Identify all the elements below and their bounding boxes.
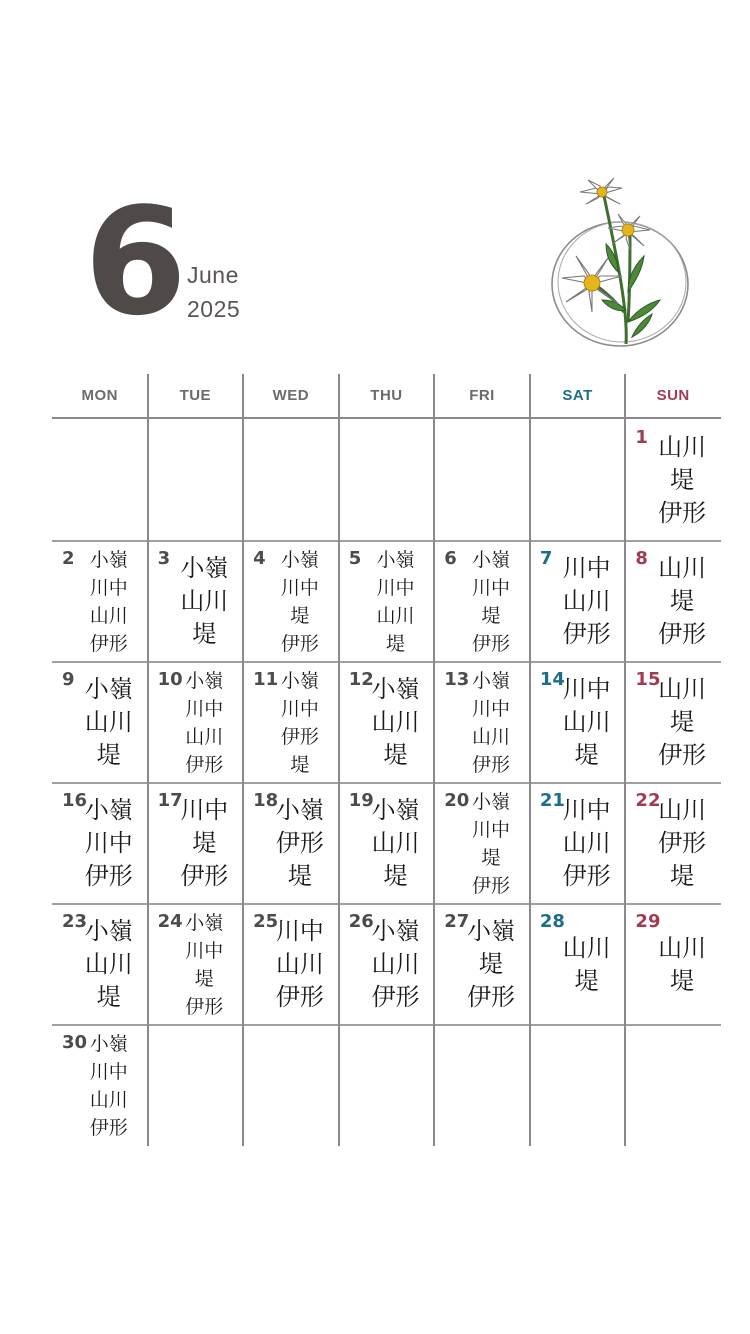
date-number: 2 — [62, 548, 75, 569]
assignee-name: 小嶺 — [467, 917, 516, 945]
empty-day-cell — [148, 1024, 244, 1145]
assignee-name: 小嶺 — [185, 669, 224, 692]
day-cell-9[interactable] — [52, 661, 148, 782]
day-cell-5[interactable] — [339, 540, 435, 661]
assignee-name: 川中 — [562, 796, 611, 824]
calendar-grid — [52, 374, 721, 1145]
assignee-name: 川中 — [280, 576, 319, 599]
date-number: 26 — [348, 911, 374, 932]
assignee-name: 小嶺 — [280, 669, 319, 692]
weekday-wed: WED — [272, 387, 310, 404]
assignee-name: 小嶺 — [371, 675, 420, 703]
assignee-name: 堤 — [670, 862, 695, 890]
assignee-name: 堤 — [670, 466, 695, 494]
assignee-name: 小嶺 — [84, 796, 133, 824]
day-cell-7[interactable] — [530, 540, 626, 661]
assignee-name: 小嶺 — [84, 917, 133, 945]
assignee-list — [170, 548, 240, 655]
date-number: 23 — [62, 911, 88, 932]
assignee-list — [647, 548, 717, 655]
assignee-name: 山川 — [472, 725, 511, 748]
assignee-name: 川中 — [180, 796, 229, 824]
day-cell-4[interactable] — [243, 540, 339, 661]
date-number: 17 — [157, 790, 183, 811]
assignee-name: 堤 — [192, 620, 217, 648]
day-cell-10[interactable] — [148, 661, 244, 782]
assignee-name: 伊形 — [180, 862, 229, 890]
date-number: 27 — [444, 911, 470, 932]
assignee-name: 伊形 — [89, 632, 128, 655]
date-number: 4 — [253, 548, 266, 569]
assignee-name: 伊形 — [562, 620, 611, 648]
assignee-list — [456, 790, 526, 897]
date-number: 29 — [635, 911, 661, 932]
day-cell-30[interactable] — [52, 1024, 148, 1145]
assignee-name: 小嶺 — [472, 790, 511, 813]
assignee-name: 伊形 — [89, 1116, 128, 1139]
assignee-name: 伊形 — [472, 632, 511, 655]
date-number: 14 — [539, 669, 565, 690]
assignee-name: 山川 — [658, 675, 707, 703]
assignee-name: 堤 — [290, 604, 310, 627]
day-cell-24[interactable] — [148, 903, 244, 1024]
month-name: June — [187, 262, 239, 288]
assignee-name: 山川 — [658, 933, 707, 962]
day-cell-23[interactable] — [52, 903, 148, 1024]
assignee-list — [552, 669, 622, 776]
assignee-name: 山川 — [180, 587, 229, 615]
assignee-name: 小嶺 — [376, 548, 415, 571]
assignee-name: 伊形 — [275, 983, 324, 1011]
date-number: 3 — [157, 548, 171, 569]
assignee-name: 伊形 — [467, 983, 516, 1011]
assignee-list — [74, 911, 144, 1018]
assignee-name: 山川 — [89, 604, 128, 627]
grid-column-divider — [624, 374, 626, 1146]
date-number: 6 — [444, 548, 457, 569]
assignee-name: 山川 — [376, 604, 415, 627]
assignee-name: 伊形 — [472, 753, 511, 776]
assignee-name: 伊形 — [275, 829, 324, 857]
assignee-name: 山川 — [658, 554, 707, 582]
assignee-name: 山川 — [562, 829, 611, 857]
day-cell-11[interactable] — [243, 661, 339, 782]
assignee-name: 山川 — [371, 829, 420, 857]
assignee-list — [456, 911, 526, 1018]
day-cell-14[interactable] — [530, 661, 626, 782]
assignee-name: 川中 — [185, 939, 224, 962]
assignee-list — [265, 669, 335, 776]
assignee-list — [456, 548, 526, 655]
date-number: 13 — [444, 669, 470, 690]
date-number: 25 — [253, 911, 279, 932]
empty-day-cell — [339, 1024, 435, 1145]
assignee-list — [456, 669, 526, 776]
assignee-name: 川中 — [275, 917, 324, 945]
assignee-name: 堤 — [287, 862, 312, 890]
date-number: 8 — [635, 548, 648, 569]
assignee-name: 小嶺 — [371, 917, 420, 945]
assignee-name: 山川 — [371, 950, 420, 978]
empty-day-cell — [339, 419, 435, 540]
assignee-name: 堤 — [385, 632, 405, 655]
assignee-name: 伊形 — [280, 725, 319, 748]
assignee-list — [170, 911, 240, 1018]
assignee-list — [361, 669, 431, 776]
assignee-name: 伊形 — [185, 995, 224, 1018]
date-number: 30 — [62, 1032, 88, 1053]
date-number: 10 — [157, 669, 183, 690]
assignee-name: 川中 — [376, 576, 415, 599]
assignee-name: 堤 — [383, 862, 408, 890]
date-number: 9 — [62, 669, 75, 690]
assignee-name: 伊形 — [658, 829, 707, 857]
day-cell-26[interactable] — [339, 903, 435, 1024]
assignee-name: 山川 — [658, 433, 707, 461]
assignee-name: 山川 — [89, 1088, 128, 1111]
assignee-name: 堤 — [96, 741, 121, 769]
date-number: 28 — [539, 911, 565, 932]
assignee-name: 堤 — [96, 983, 121, 1011]
assignee-name: 山川 — [562, 708, 611, 736]
day-cell-13[interactable] — [434, 661, 530, 782]
grid-column-divider — [338, 374, 340, 1146]
weekday-sat: SAT — [562, 387, 593, 404]
assignee-name: 堤 — [290, 753, 310, 776]
assignee-name: 山川 — [185, 725, 224, 748]
empty-day-cell — [243, 419, 339, 540]
empty-day-cell — [434, 419, 530, 540]
date-number: 12 — [348, 669, 374, 690]
weekday-thu: THU — [370, 387, 403, 404]
assignee-name: 堤 — [194, 967, 214, 990]
day-cell-12[interactable] — [339, 661, 435, 782]
assignee-name: 川中 — [89, 576, 128, 599]
assignee-name: 伊形 — [658, 499, 707, 527]
assignee-name: 堤 — [479, 950, 504, 978]
grid-column-divider — [433, 374, 435, 1146]
weekday-tue: TUE — [179, 387, 212, 404]
assignee-name: 堤 — [670, 966, 695, 995]
edelweiss-flower-icon — [548, 172, 698, 352]
assignee-name: 伊形 — [472, 874, 511, 897]
assignee-list — [265, 548, 335, 655]
assignee-name: 山川 — [562, 933, 611, 962]
assignee-name: 小嶺 — [89, 548, 128, 571]
assignee-list — [361, 548, 431, 655]
grid-column-divider — [529, 374, 531, 1146]
assignee-list — [647, 790, 717, 897]
assignee-name: 小嶺 — [371, 796, 420, 824]
weekday-fri: FRI — [469, 387, 495, 404]
assignee-name: 川中 — [562, 675, 611, 703]
assignee-name: 小嶺 — [185, 911, 224, 934]
date-number: 20 — [444, 790, 470, 811]
day-cell-1[interactable] — [625, 419, 721, 540]
assignee-list — [647, 669, 717, 776]
weekday-mon: MON — [81, 387, 118, 404]
assignee-list — [552, 790, 622, 897]
grid-column-divider — [242, 374, 244, 1146]
assignee-name: 川中 — [185, 697, 224, 720]
day-cell-22[interactable] — [625, 782, 721, 903]
assignee-list — [361, 790, 431, 897]
assignee-list — [170, 790, 240, 897]
assignee-list — [647, 427, 717, 534]
date-number: 1 — [635, 427, 648, 448]
empty-day-cell — [530, 1024, 626, 1145]
assignee-name: 伊形 — [84, 862, 133, 890]
weekday-header-row — [52, 374, 721, 419]
date-number: 18 — [253, 790, 279, 811]
assignee-name: 川中 — [562, 554, 611, 582]
assignee-name: 山川 — [84, 950, 133, 978]
assignee-name: 山川 — [275, 950, 324, 978]
assignee-list — [361, 911, 431, 1018]
assignee-name: 堤 — [670, 708, 695, 736]
empty-day-cell — [530, 419, 626, 540]
assignee-name: 川中 — [84, 829, 133, 857]
day-cell-29[interactable] — [625, 903, 721, 1024]
date-number: 19 — [348, 790, 374, 811]
empty-day-cell — [148, 419, 244, 540]
assignee-name: 川中 — [472, 697, 511, 720]
empty-day-cell — [625, 1024, 721, 1145]
assignee-name: 伊形 — [658, 741, 707, 769]
assignee-list — [74, 669, 144, 776]
assignee-list — [647, 911, 717, 1018]
day-cell-17[interactable] — [148, 782, 244, 903]
day-cell-20[interactable] — [434, 782, 530, 903]
assignee-name: 小嶺 — [89, 1032, 128, 1055]
assignee-name: 山川 — [562, 587, 611, 615]
day-cell-21[interactable] — [530, 782, 626, 903]
assignee-name: 山川 — [658, 796, 707, 824]
day-cell-18[interactable] — [243, 782, 339, 903]
assignee-list — [170, 669, 240, 776]
assignee-name: 伊形 — [185, 753, 224, 776]
assignee-name: 川中 — [472, 818, 511, 841]
date-number: 22 — [635, 790, 661, 811]
assignee-name: 伊形 — [280, 632, 319, 655]
day-cell-3[interactable] — [148, 540, 244, 661]
date-number: 15 — [635, 669, 661, 690]
assignee-name: 堤 — [481, 604, 501, 627]
assignee-name: 山川 — [84, 708, 133, 736]
assignee-list — [265, 790, 335, 897]
day-cell-27[interactable] — [434, 903, 530, 1024]
date-number: 5 — [348, 548, 362, 569]
assignee-name: 伊形 — [371, 983, 420, 1011]
assignee-name: 小嶺 — [84, 675, 133, 703]
day-cell-6[interactable] — [434, 540, 530, 661]
year-label: 2025 — [187, 296, 241, 322]
assignee-name: 堤 — [574, 741, 599, 769]
date-number: 7 — [539, 548, 553, 569]
assignee-name: 山川 — [371, 708, 420, 736]
empty-day-cell — [434, 1024, 530, 1145]
assignee-list — [74, 548, 144, 655]
assignee-name: 小嶺 — [180, 554, 229, 582]
assignee-name: 堤 — [192, 829, 217, 857]
assignee-list — [74, 1032, 144, 1139]
assignee-list — [552, 911, 622, 1018]
date-number: 11 — [253, 669, 279, 690]
assignee-name: 小嶺 — [275, 796, 324, 824]
date-number: 21 — [539, 790, 565, 811]
day-cell-25[interactable] — [243, 903, 339, 1024]
weekday-sun: SUN — [656, 387, 690, 404]
assignee-name: 伊形 — [562, 862, 611, 890]
date-number: 24 — [157, 911, 183, 932]
assignee-name: 堤 — [574, 966, 599, 995]
day-cell-15[interactable] — [625, 661, 721, 782]
assignee-name: 堤 — [670, 587, 695, 615]
day-cell-16[interactable] — [52, 782, 148, 903]
assignee-list — [552, 548, 622, 655]
empty-day-cell — [52, 419, 148, 540]
assignee-name: 堤 — [481, 846, 501, 869]
assignee-name: 小嶺 — [472, 669, 511, 692]
assignee-name: 堤 — [383, 741, 408, 769]
grid-column-divider — [147, 374, 149, 1146]
assignee-name: 川中 — [472, 576, 511, 599]
assignee-name: 小嶺 — [280, 548, 319, 571]
date-number: 16 — [62, 790, 88, 811]
day-cell-8[interactable] — [625, 540, 721, 661]
day-cell-19[interactable] — [339, 782, 435, 903]
assignee-name: 川中 — [89, 1060, 128, 1083]
assignee-name: 川中 — [280, 697, 319, 720]
assignee-list — [265, 911, 335, 1018]
assignee-list — [74, 790, 144, 897]
assignee-name: 伊形 — [658, 620, 707, 648]
day-cell-2[interactable] — [52, 540, 148, 661]
day-cell-28[interactable] — [530, 903, 626, 1024]
empty-day-cell — [243, 1024, 339, 1145]
month-number: 6 — [84, 176, 183, 348]
assignee-name: 小嶺 — [472, 548, 511, 571]
